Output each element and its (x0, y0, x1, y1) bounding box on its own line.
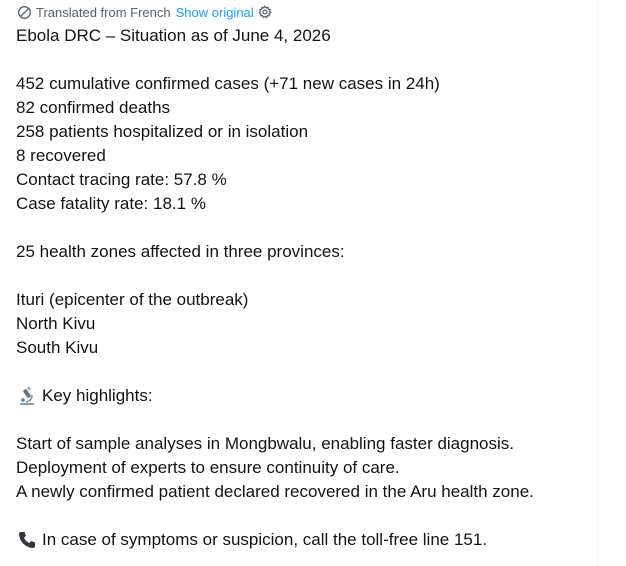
phone-icon (16, 529, 38, 551)
post-text (16, 24, 586, 552)
highlights-heading: Key highlights: (42, 386, 153, 405)
stat-line: Case fatality rate: 18.1 % (16, 194, 206, 213)
highlights-heading-line (16, 384, 586, 408)
zones-intro: 25 health zones affected in three provinces: (16, 242, 345, 261)
province-line: Ituri (epicenter of the outbreak) (16, 290, 249, 309)
province-line: South Kivu (16, 338, 99, 357)
stat-line: 452 cumulative confirmed cases (+71 new cases in 24h) (16, 74, 440, 93)
highlight-line: Deployment of experts to ensure continuity of care. (16, 458, 400, 477)
translation-notice (16, 3, 273, 21)
stat-line: 8 recovered (16, 146, 106, 165)
microscope-icon (16, 385, 38, 407)
translation-label: Translated from French (36, 4, 171, 20)
stat-line: Contact tracing rate: 57.8 % (16, 170, 227, 189)
stat-line: 258 patients hospitalized or in isolation (16, 122, 309, 141)
translate-icon (16, 4, 32, 20)
call-line (16, 528, 586, 552)
province-line: North Kivu (16, 314, 96, 333)
highlight-line: Start of sample analyses in Mongbwalu, enabling faster diagnosis. (16, 434, 515, 453)
gear-icon[interactable] (258, 5, 273, 20)
show-original-link[interactable]: Show original (175, 4, 254, 20)
call-text: In case of symptoms or suspicion, call the toll-free line 151. (42, 530, 488, 549)
post-title: Ebola DRC – Situation as of June 4, 2026 (16, 26, 331, 45)
highlight-line: A newly confirmed patient declared recovered in the Aru health zone. (16, 482, 534, 501)
stat-line: 82 confirmed deaths (16, 98, 171, 117)
